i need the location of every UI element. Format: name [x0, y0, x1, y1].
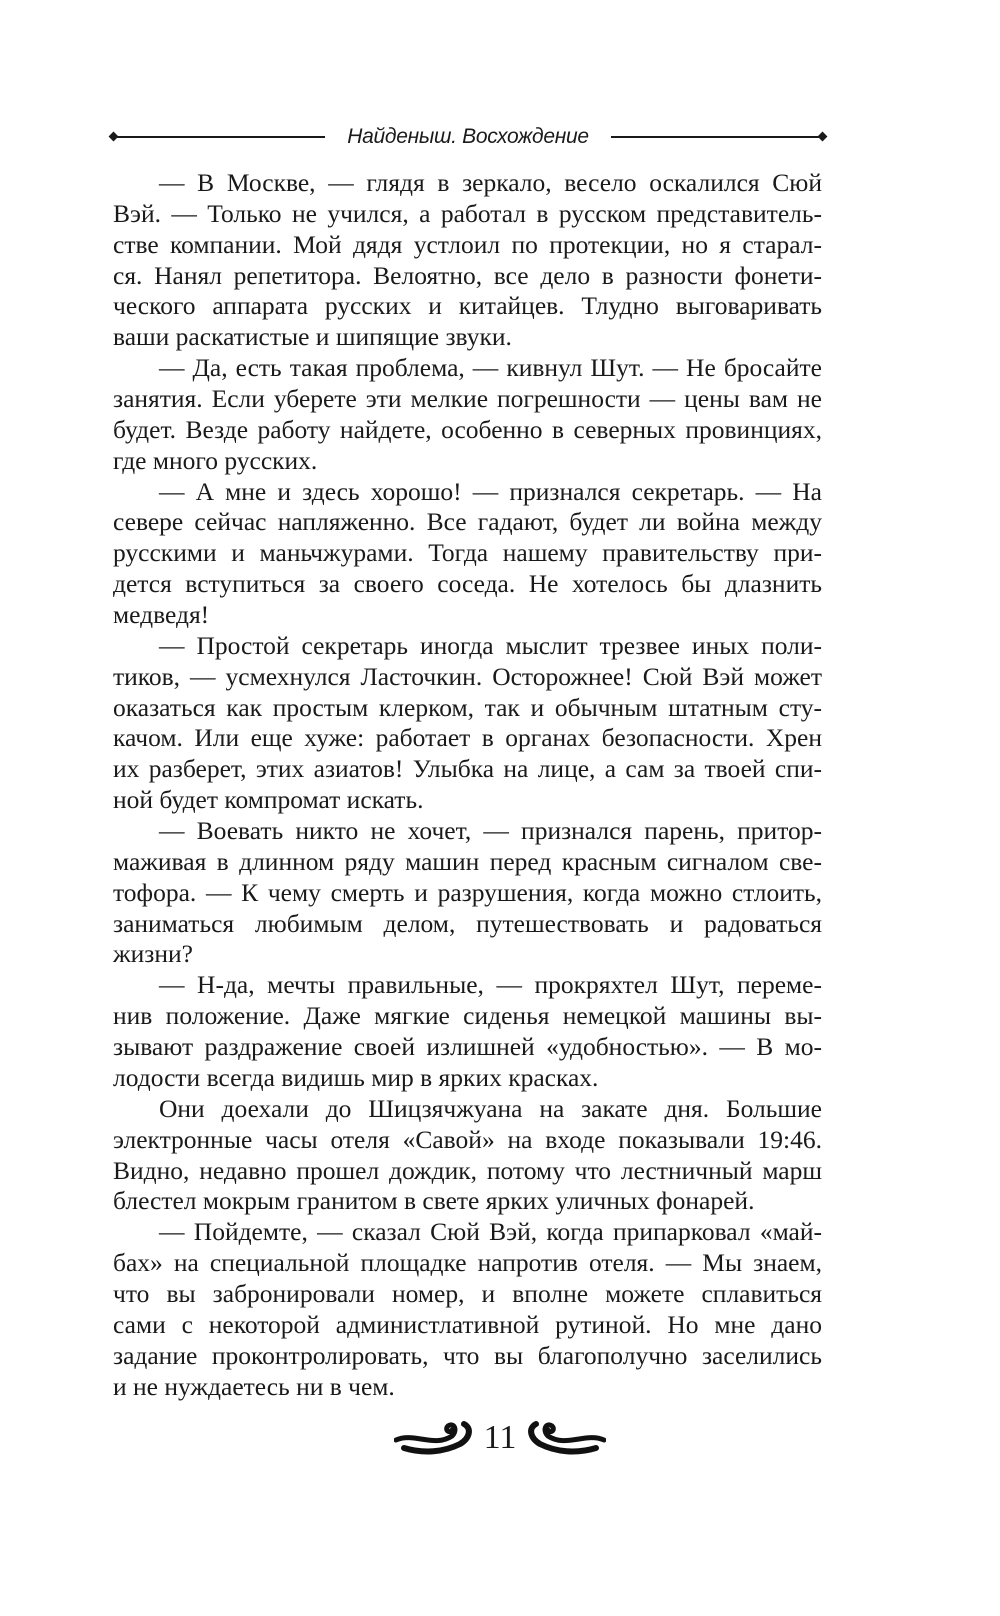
text-line: русскими и маньчжурами. Тогда нашему правительству при- — [113, 538, 822, 568]
text-line: что вы забронировали номер, и вполне можете сплавиться — [113, 1278, 822, 1308]
page-footer — [0, 1418, 1000, 1458]
text-line: заниматься любимым делом, путешествовать и радоваться — [113, 908, 822, 938]
text-line: лодости всегда видишь мир в ярких красках. — [113, 1062, 599, 1092]
text-line: дется вступиться за своего соседа. Не хотелось бы длазнить — [113, 569, 822, 599]
book-title: Найденыш. Восхождение — [347, 125, 589, 148]
text-line: Видно, недавно прошел дождик, потому что лестничный марш — [113, 1155, 822, 1185]
text-line: тофора. — К чему смерть и разрушения, когда можно стлоить, — [113, 877, 822, 907]
header-rule-right — [611, 136, 824, 138]
text-line: стве компании. Мой дядя устлоил по протекции, но я старал- — [113, 229, 822, 259]
text-line: ваши раскатистые и шипящие звуки. — [113, 322, 512, 352]
text-line: и не нуждаетесь ни в чем. — [113, 1371, 395, 1401]
text-line: зывают раздражение своей излишней «удобностью». — В мо- — [113, 1032, 822, 1062]
text-line: жизни? — [113, 939, 193, 969]
text-line: медведя! — [113, 600, 210, 630]
text-line: — В Москве, — глядя в зеркало, весело оскалился Сюй — [159, 168, 822, 197]
text-line: качом. Или еще хуже: работает в органах безопасности. Хрен — [113, 723, 822, 753]
left-ornament-icon — [394, 1418, 474, 1458]
text-line: нив положение. Даже мягкие сиденья немецкой машины вы- — [113, 1001, 822, 1031]
text-line: тиков, — усмехнулся Ласточкин. Осторожнее! Сюй Вэй может — [113, 661, 822, 691]
text-line: — А мне и здесь хорошо! — признался секретарь. — На — [159, 476, 822, 506]
text-line: где много русских. — [113, 445, 318, 475]
text-line: будет. Везде работу найдете, особенно в северных провинциях, — [113, 414, 822, 444]
text-line: севере сейчас напляженно. Все гадают, будет ли война между — [113, 507, 822, 537]
text-line: Они доехали до Шицзячжуана на закате дня. Большие — [159, 1093, 822, 1123]
text-line: — Н-да, мечты правильные, — прокряхтел Шут, переме- — [159, 970, 822, 1000]
text-line: — Пойдемте, — сказал Сюй Вэй, когда припарковал «май- — [159, 1217, 822, 1247]
text-line: занятия. Если уберете эти мелкие погрешности — цены вам не — [113, 384, 822, 414]
text-line: оказаться как простым клерком, так и обычным штатным сту- — [113, 692, 822, 722]
text-line: ся. Нанял репетитора. Велоятно, все дело в разности фонети- — [113, 260, 822, 290]
page-number: 11 — [483, 1419, 517, 1456]
text-line: задание проконтролировать, что вы благополучно заселились — [113, 1340, 822, 1370]
text-line: электронные часы отеля «Савой» на входе показывали 19:46. — [113, 1124, 822, 1154]
body-text — [113, 168, 822, 1402]
text-line: маживая в длинном ряду машин перед красным сигналом све- — [113, 846, 822, 876]
text-line: их разберет, этих азиатов! Улыбка на лице, а сам за твоей спи- — [113, 754, 822, 784]
right-ornament-icon — [526, 1418, 606, 1458]
text-line: Вэй. — Только не учился, а работал в русском представитель- — [113, 198, 822, 228]
text-line: — Да, есть такая проблема, — кивнул Шут. — Не бросайте — [159, 353, 822, 383]
text-line: сами с некоторой администлативной рутиной. Но мне дано — [113, 1309, 822, 1339]
text-line: бах» на специальной площадке напротив отеля. — Мы знаем, — [113, 1248, 822, 1278]
text-line: блестел мокрым гранитом в свете ярких уличных фонарей. — [113, 1186, 755, 1216]
text-line: ческого аппарата русских и китайцев. Тлудно выговаривать — [113, 291, 822, 321]
text-line: — Простой секретарь иногда мыслит трезвее иных поли- — [159, 630, 822, 660]
header-rule-left — [112, 136, 325, 138]
text-line: ной будет компромат искать. — [113, 785, 424, 815]
running-header — [112, 120, 824, 154]
text-line: — Воевать никто не хочет, — признался парень, притор- — [159, 816, 822, 846]
